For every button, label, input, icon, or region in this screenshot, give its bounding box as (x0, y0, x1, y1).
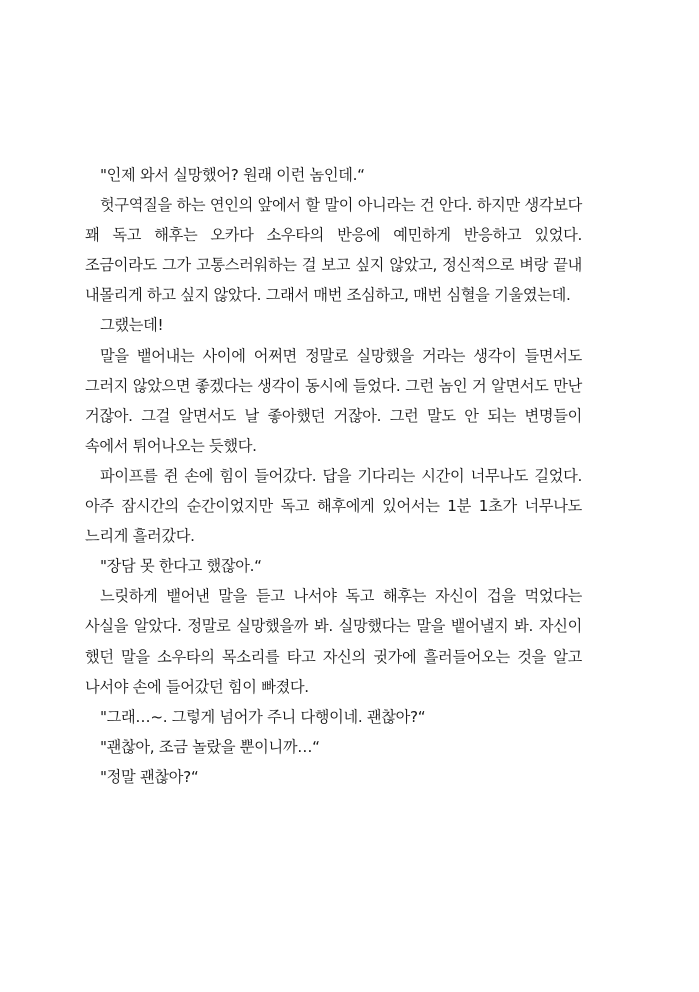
dialogue-paragraph: "괜찮아, 조금 놀랐을 뿐이니까…“ (100, 737, 320, 756)
narration-paragraph: 느릿하게 뱉어낸 말을 듣고 나서야 독고 해후는 자신이 겁을 먹었다는 사실을 알았다. 정말로 실망했을까 봐. 실망했다는 말을 뱉어낼지 봐. 자신이 했던 말을 소우타의 목소리를 타고 자신의 귓가에 흘러들어오는 것을 알고 나서야 손에 들어갔던 힘이 빠졌다. (85, 587, 582, 696)
narration-paragraph: 헛구역질을 하는 연인의 앞에서 할 말이 아니라는 건 안다. 하지만 생각보다 꽤 독고 해후는 오카다 소우타의 반응에 예민하게 반응하고 있었다. 조금이라도 그가 고통스러워하는 걸 보고 싶지 않았고, 정신적으로 벼랑 끝내 내몰리게 하고 싶지 않았다. 그래서 매번 조심하고, 매번 심혈을 기울였는데. (85, 196, 582, 305)
narration-paragraph: 그랬는데! (100, 316, 164, 335)
document-page (85, 160, 582, 792)
dialogue-paragraph: "정말 괜찮아?“ (100, 767, 199, 786)
dialogue-paragraph: "그래…~. 그렇게 넘어가 주니 다행이네. 괜찮아?“ (100, 707, 426, 726)
narration-paragraph: 파이프를 쥔 손에 힘이 들어갔다. 답을 기다리는 시간이 너무나도 길었다. 아주 잠시간의 순간이었지만 독고 해후에게 있어서는 1분 1초가 너무나도 느리게 흘러갔다. (85, 466, 582, 546)
narration-paragraph: 말을 뱉어내는 사이에 어쩌면 정말로 실망했을 거라는 생각이 들면서도 그러지 않았으면 좋겠다는 생각이 동시에 들었다. 그런 놈인 거 알면서도 만난 거잖아. 그걸 알면서도 날 좋아했던 거잖아. 그런 말도 안 되는 변명들이 속에서 튀어나오는 듯했다. (85, 346, 582, 455)
dialogue-paragraph: "장담 못 한다고 했잖아.“ (100, 557, 262, 576)
dialogue-paragraph: "인제 와서 실망했어? 원래 이런 놈인데.“ (100, 166, 365, 184)
